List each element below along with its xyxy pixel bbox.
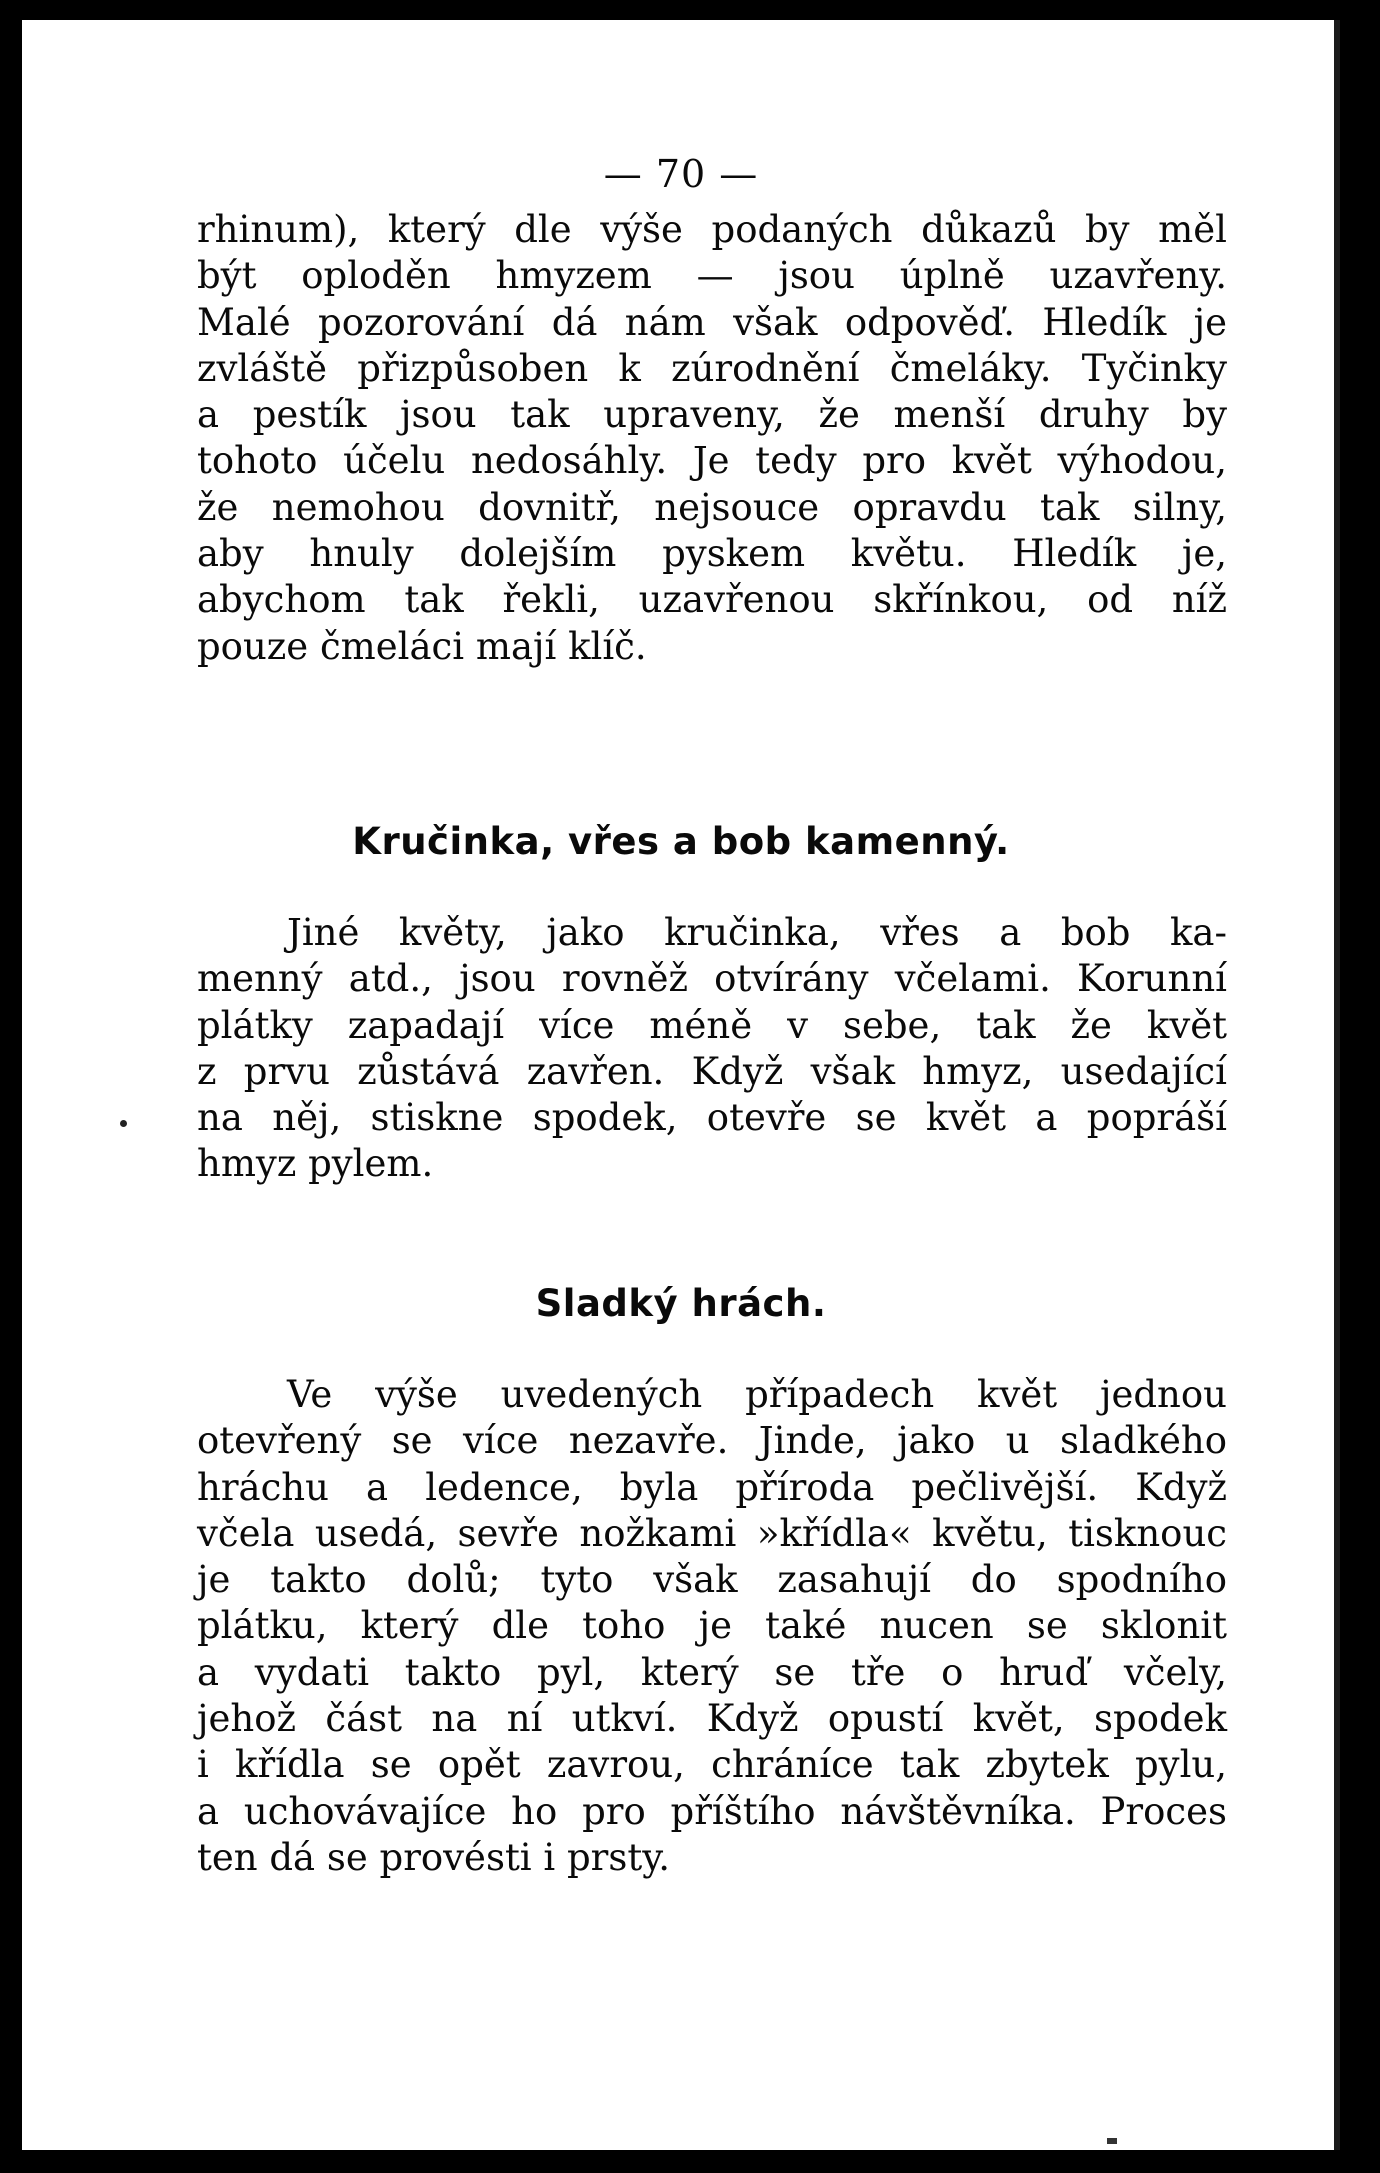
- text-line: a pestík jsou tak upraveny, že menší druhy by: [197, 393, 1227, 437]
- text-line: i křídla se opět zavrou, chráníce tak zbytek pylu,: [197, 1743, 1227, 1787]
- text-line: na něj, stiskne spodek, otevře se květ a popráší: [197, 1096, 1227, 1140]
- margin-mark: [120, 1120, 127, 1127]
- text-line: otevřený se více nezavře. Jinde, jako u sladkého: [197, 1419, 1227, 1463]
- paragraph-continued: [197, 207, 1227, 670]
- text-line: menný atd., jsou rovněž otvírány včelami. Korunní: [197, 957, 1227, 1001]
- text-line: je takto dolů; tyto však zasahují do spodního: [197, 1558, 1227, 1602]
- section-heading-sladky-hrach: Sladký hrách.: [535, 1282, 827, 1325]
- text-line: rhinum), který dle výše podaných důkazů by měl: [197, 208, 1227, 251]
- text-line: tohoto účelu nedosáhly. Je tedy pro květ výhodou,: [197, 439, 1227, 483]
- text-line: být oploděn hmyzem — jsou úplně uzavřeny.: [197, 254, 1227, 298]
- text-line: Ve výše uvedených případech květ jednou: [287, 1373, 1227, 1416]
- text-line: hráchu a ledence, byla příroda pečlivější. Když: [197, 1465, 1227, 1509]
- text-line: jehož část na ní utkví. Když opustí květ, spodek: [197, 1697, 1227, 1741]
- scan-artifact: [1107, 2138, 1117, 2144]
- text-line: a vydati takto pyl, který se tře o hruď včely,: [197, 1650, 1227, 1694]
- text-line: plátky zapadají více méně v sebe, tak že květ: [197, 1003, 1227, 1047]
- text-line: abychom tak řekli, uzavřenou skřínkou, od níž: [197, 578, 1227, 622]
- paragraph-krucinka: [197, 910, 1227, 1188]
- text-line: plátku, který dle toho je také nucen se sklonit: [197, 1604, 1227, 1648]
- text-line: Jiné květy, jako kručinka, vřes a bob ka-: [287, 911, 1227, 954]
- text-line: včela usedá, sevře nožkami »křídla« květu, tisknouc: [197, 1511, 1227, 1555]
- text-line: hmyz pylem.: [197, 1142, 434, 1186]
- text-line: aby hnuly dolejším pyskem květu. Hledík je,: [197, 532, 1227, 576]
- text-line: Malé pozorování dá nám však odpověď. Hledík je: [197, 300, 1227, 344]
- paragraph-sladky-hrach: [197, 1372, 1227, 1881]
- page-edge-rule: [1334, 20, 1340, 2150]
- text-line: ten dá se provésti i prsty.: [197, 1835, 670, 1879]
- text-line: zvláště přizpůsoben k zúrodnění čmeláky. Tyčinky: [197, 346, 1227, 390]
- text-line: pouze čmeláci mají klíč.: [197, 624, 647, 668]
- page-number: — 70 —: [603, 152, 759, 196]
- text-line: z prvu zůstává zavřen. Když však hmyz, usedající: [197, 1049, 1227, 1093]
- section-heading-krucinka: Kručinka, vřes a bob kamenný.: [352, 820, 1010, 863]
- text-line: a uchovávajíce ho pro příštího návštěvníka. Proces: [197, 1789, 1227, 1833]
- book-page: [22, 20, 1340, 2150]
- text-line: že nemohou dovnitř, nejsouce opravdu tak silny,: [197, 485, 1227, 529]
